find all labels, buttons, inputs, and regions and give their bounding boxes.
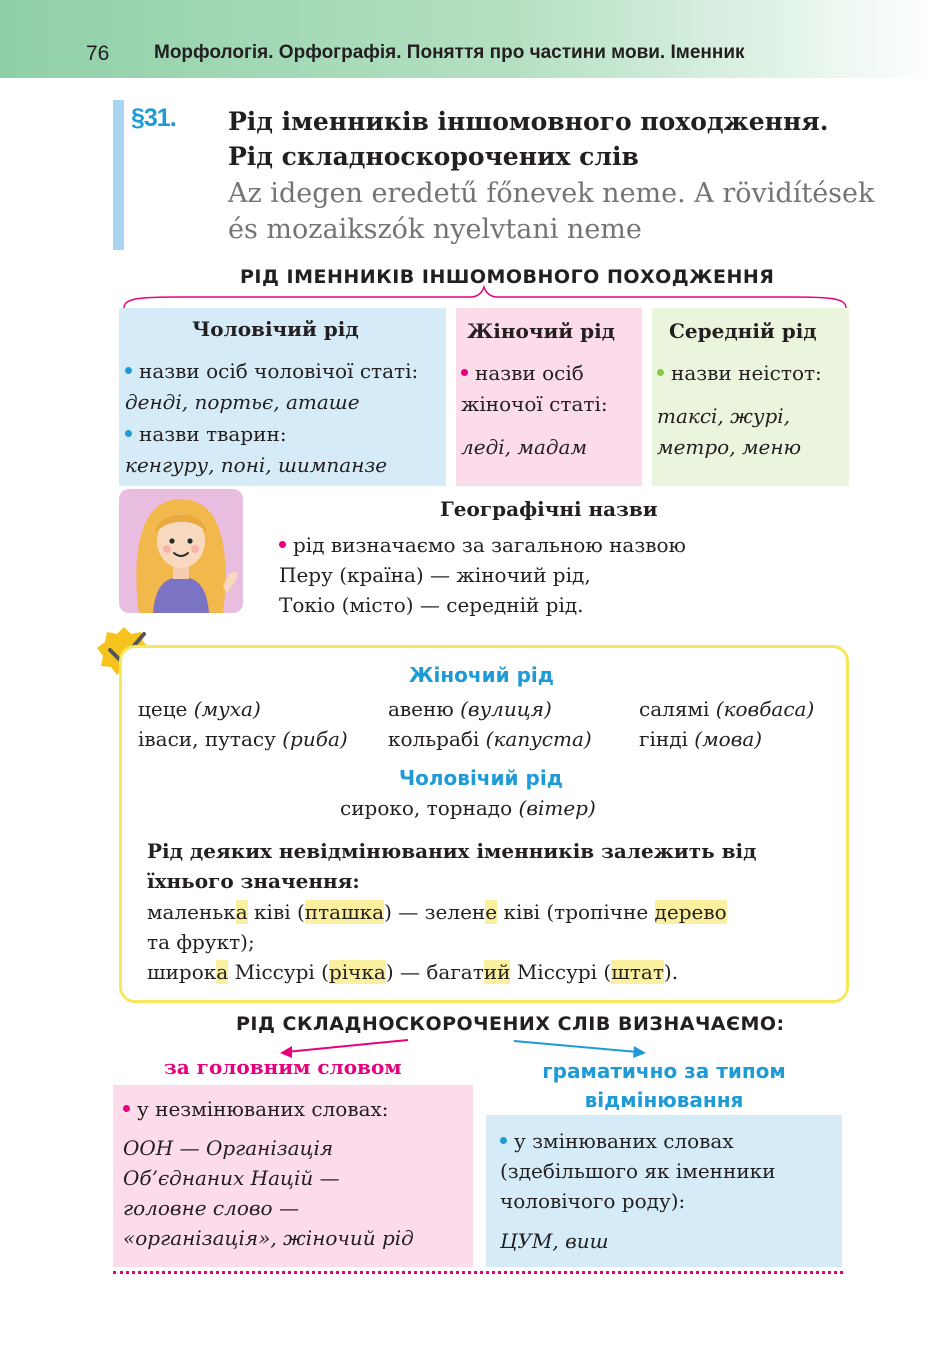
- page-number: 76: [86, 42, 110, 65]
- geo-title: Географічні назви: [440, 497, 658, 521]
- geo-line2: Перу (країна) — жіночий рід,: [279, 563, 591, 587]
- neuter-title: Середній рід: [669, 319, 817, 343]
- feminine-box: [456, 308, 642, 486]
- rule-line1: Рід деяких невідмінюваних іменників залежить від: [147, 839, 757, 863]
- arrow-right-icon: [514, 1041, 646, 1058]
- masculine-item1: назви осіб чоловічої статі:: [125, 356, 418, 387]
- section-title-line1: Рід іменників іншомовного походження.: [228, 107, 829, 136]
- exceptions-masc-title: Чоловічий рід: [399, 766, 563, 790]
- masc-example: сироко, торнадо (вітер): [340, 796, 596, 820]
- girl-illustration: [119, 489, 243, 613]
- neuter-item: назви неістот:: [657, 358, 822, 389]
- bullet-dot: [461, 369, 468, 376]
- abbr-right-item-line2: (здебільшого як іменники: [500, 1159, 776, 1183]
- fem-example: кольрабі (капуста): [388, 727, 592, 751]
- masculine-box: [119, 308, 446, 486]
- feminine-title: Жіночий рід: [467, 319, 615, 343]
- masculine-item2: назви тварин:: [125, 419, 287, 450]
- section-subtitle-line1: Az idegen eredetű főnevek neme. A rövidítések: [228, 178, 875, 209]
- geo-line3: Токіо (місто) — середній рід.: [279, 593, 584, 617]
- bullet-dot: [125, 367, 132, 374]
- fem-example: салямі (ковбаса): [639, 697, 815, 721]
- neuter-ex-line1: таксі, журі,: [657, 404, 791, 428]
- geo-line1: рід визначаємо за загальною назвою: [279, 530, 686, 560]
- bullet-dot: [279, 541, 286, 548]
- feminine-item-line2: жіночої статі:: [461, 392, 608, 416]
- abbr-left-label: за головним словом: [164, 1055, 402, 1079]
- abbr-left-ex-line3: головне слово —: [123, 1196, 299, 1220]
- kiwi-example: маленька ківі (пташка) — зелене ківі (тропічне дерево: [147, 900, 727, 924]
- section-title-line2: Рід складноскорочених слів: [228, 142, 639, 171]
- bullet-dot: [123, 1105, 130, 1112]
- section-subtitle-line2: és mozaikszók nyelvtani neme: [228, 214, 642, 245]
- abbr-left-ex-line1: ООН — Організація: [123, 1136, 334, 1160]
- abbr-right-label-line2: відмінювання: [584, 1088, 744, 1112]
- masculine-title: Чоловічий рід: [192, 317, 359, 341]
- missouri-example: широка Міссурі (річка) — багатий Міссурі (штат).: [147, 960, 679, 984]
- abbr-right-box: [486, 1115, 842, 1267]
- masculine-ex2: кенгуру, поні, шимпанзе: [125, 453, 388, 477]
- feminine-item-line1: назви осіб: [461, 358, 584, 389]
- abbr-left-ex-line4: «організація», жіночий рід: [123, 1226, 414, 1250]
- abbr-right-item-line3: чоловічого роду):: [500, 1189, 686, 1213]
- running-title: Морфологія. Орфографія. Поняття про частини мови. Іменник: [154, 42, 745, 63]
- bullet-dot: [125, 430, 132, 437]
- foreign-nouns-heading: РІД ІМЕННИКІВ ІНШОМОВНОГО ПОХОДЖЕННЯ: [240, 266, 775, 288]
- section-number: §31.: [131, 104, 176, 132]
- abbr-right-item-line1: у змінюваних словах: [500, 1126, 734, 1156]
- bullet-dot: [657, 369, 664, 376]
- rule-line2: їхнього значення:: [147, 869, 360, 893]
- bullet-dot: [500, 1137, 507, 1144]
- abbr-heading: РІД СКЛАДНОСКОРОЧЕНИХ СЛІВ ВИЗНАЧАЄМО:: [236, 1013, 785, 1035]
- masculine-ex1: денді, портьє, аташе: [125, 390, 360, 414]
- abbr-right-label-line1: граматично за типом: [542, 1059, 786, 1083]
- abbr-right-ex: ЦУМ, виш: [500, 1229, 609, 1253]
- abbr-left-box: [113, 1085, 473, 1267]
- feminine-ex: леді, мадам: [461, 435, 588, 459]
- abbr-left-ex-line2: Об’єднаних Націй —: [123, 1166, 340, 1190]
- fem-example: авеню (вулиця): [388, 697, 552, 721]
- neuter-box: [652, 308, 849, 486]
- dotted-divider: [113, 1271, 843, 1274]
- kiwi-example-cont: та фрукт);: [147, 930, 255, 954]
- fem-example: іваси, путасу (риба): [138, 727, 348, 751]
- neuter-ex-line2: метро, меню: [657, 435, 802, 459]
- abbr-right-label: [486, 1057, 842, 1115]
- fem-example: цеце (муха): [138, 697, 261, 721]
- abbr-left-item: у незмінюваних словах:: [123, 1094, 389, 1125]
- fem-example: гінді (мова): [639, 727, 763, 751]
- curly-brace: [124, 287, 846, 308]
- exceptions-box: [119, 645, 849, 1003]
- exceptions-fem-title: Жіночий рід: [409, 663, 554, 687]
